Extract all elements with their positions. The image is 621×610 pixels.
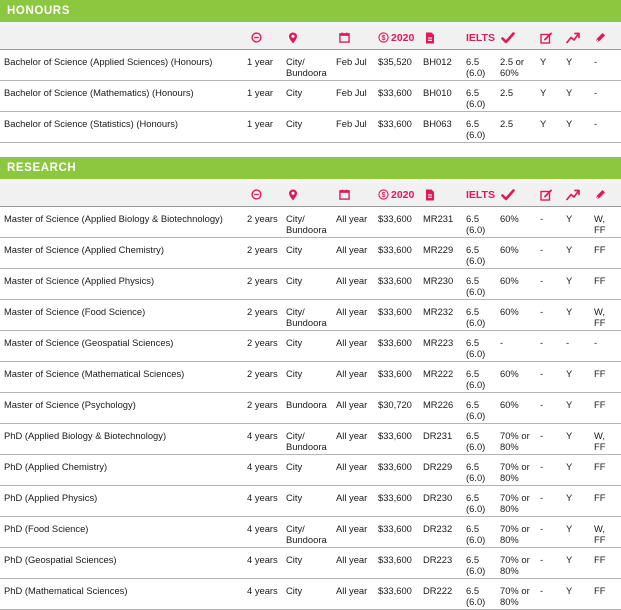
col-a-value: - [540, 275, 544, 286]
col-a-value: - [540, 213, 544, 224]
fee: $33,600 [378, 306, 412, 317]
academic-requirement: 2.5 [500, 87, 514, 98]
academic-requirement: 60% [500, 368, 519, 379]
ielts-score: 6.5 (6.0) [466, 87, 486, 109]
col-b-value: Y [566, 56, 573, 67]
academic-requirement: 60% [500, 306, 519, 317]
fee: $33,600 [378, 368, 412, 379]
fee: $33,600 [378, 87, 412, 98]
ielts-score: 6.5 (6.0) [466, 244, 486, 266]
ielts-score: 6.5 (6.0) [466, 118, 486, 140]
col-c-value: FF [594, 585, 606, 596]
table-row [0, 455, 621, 486]
col-b-value: Y [566, 430, 573, 441]
duration: 4 years [247, 461, 278, 472]
table-row [0, 300, 621, 331]
academic-requirement: 60% [500, 399, 519, 410]
col-a-value: - [540, 492, 544, 503]
course-name: Bachelor of Science (Statistics) (Honours) [4, 118, 179, 129]
fee-header [378, 183, 414, 206]
fee: $33,600 [378, 275, 412, 286]
academic-requirement: 70% or 80% [500, 492, 530, 514]
intake: All year [336, 244, 368, 255]
table-row [0, 331, 621, 362]
trend-arrow-icon [566, 183, 580, 206]
ielts-label: IELTS [466, 31, 495, 44]
col-b-value: Y [566, 368, 573, 379]
dollar-circle-icon [378, 32, 389, 43]
svg-text:$: $ [381, 191, 386, 199]
pen-nib-icon [594, 26, 606, 49]
academic-requirement: 60% [500, 244, 519, 255]
col-c-value: FF [594, 244, 606, 255]
col-c-value: FF [594, 399, 606, 410]
col-b-value: Y [566, 306, 573, 317]
course-name: Master of Science (Geospatial Sciences) [4, 337, 174, 348]
fee: $33,600 [378, 337, 412, 348]
duration: 2 years [247, 275, 278, 286]
col-b-value: Y [566, 87, 573, 98]
fee: $30,720 [378, 399, 412, 410]
col-c-value: - [594, 337, 598, 348]
ielts-score: 6.5 (6.0) [466, 585, 486, 607]
col-c-value: W, FF [594, 523, 606, 545]
location: City [286, 87, 303, 98]
academic-requirement: - [500, 337, 504, 348]
col-b-value: Y [566, 118, 573, 129]
clock-icon [251, 26, 262, 49]
course-code: BH010 [423, 87, 452, 98]
academic-requirement: 60% [500, 275, 519, 286]
col-c-value: FF [594, 554, 606, 565]
edit-icon [540, 26, 552, 49]
intake: All year [336, 368, 368, 379]
course-code: BH012 [423, 56, 452, 67]
ielts-score: 6.5 (6.0) [466, 306, 486, 328]
location: City [286, 585, 303, 596]
col-b-value: Y [566, 461, 573, 472]
fee: $33,600 [378, 492, 412, 503]
honours-rows [0, 50, 621, 143]
academic-requirement: 70% or 80% [500, 430, 530, 452]
intake: All year [336, 213, 368, 224]
course-name: Master of Science (Applied Chemistry) [4, 244, 164, 255]
table-row [0, 579, 621, 610]
course-name: Master of Science (Mathematical Sciences) [4, 368, 185, 379]
column-icon-row [0, 183, 621, 207]
intake: Feb Jul [336, 56, 367, 67]
intake: All year [336, 554, 368, 565]
course-name: PhD (Food Science) [4, 523, 89, 534]
fee: $33,600 [378, 523, 412, 534]
col-b-value: Y [566, 523, 573, 534]
course-code: DR223 [423, 554, 453, 565]
location: City [286, 368, 303, 379]
intake: Feb Jul [336, 118, 367, 129]
col-a-value: - [540, 368, 544, 379]
svg-text:$: $ [381, 34, 386, 42]
col-a-value: Y [540, 56, 547, 67]
duration: 4 years [247, 554, 278, 565]
location: City/ Bundoora [286, 523, 327, 545]
intake: All year [336, 523, 368, 534]
duration: 4 years [247, 430, 278, 441]
duration: 4 years [247, 585, 278, 596]
section-header: RESEARCH [0, 157, 621, 179]
col-c-value: - [594, 118, 598, 129]
table-row [0, 112, 621, 143]
col-c-value: FF [594, 461, 606, 472]
location: City [286, 275, 303, 286]
table-row [0, 238, 621, 269]
course-name: Bachelor of Science (Mathematics) (Honours) [4, 87, 194, 98]
checkmark-icon [501, 26, 515, 49]
table-row [0, 486, 621, 517]
fee: $33,600 [378, 554, 412, 565]
course-code: BH063 [423, 118, 452, 129]
edit-icon [540, 183, 552, 206]
location: City [286, 461, 303, 472]
course-name: PhD (Geospatial Sciences) [4, 554, 117, 565]
intake: All year [336, 492, 368, 503]
ielts-score: 6.5 (6.0) [466, 523, 486, 545]
intake: All year [336, 399, 368, 410]
duration: 2 years [247, 368, 278, 379]
academic-requirement: 60% [500, 213, 519, 224]
academic-requirement: 70% or 80% [500, 554, 530, 576]
course-code: DR230 [423, 492, 453, 503]
academic-requirement: 70% or 80% [500, 461, 530, 483]
checkmark-icon [501, 183, 515, 206]
course-name: Master of Science (Applied Physics) [4, 275, 155, 286]
duration: 2 years [247, 213, 278, 224]
duration: 4 years [247, 523, 278, 534]
academic-requirement: 70% or 80% [500, 523, 530, 545]
duration: 2 years [247, 244, 278, 255]
col-a-value: - [540, 554, 544, 565]
ielts-score: 6.5 (6.0) [466, 399, 486, 421]
course-name: PhD (Applied Chemistry) [4, 461, 108, 472]
location: City/ Bundoora [286, 430, 327, 452]
ielts-score: 6.5 (6.0) [466, 461, 486, 483]
dollar-circle-icon [378, 189, 389, 200]
location: Bundoora [286, 399, 327, 410]
ielts-score: 6.5 (6.0) [466, 554, 486, 576]
fee: $33,600 [378, 430, 412, 441]
course-name: PhD (Applied Biology & Biotechnology) [4, 430, 167, 441]
location: City [286, 554, 303, 565]
duration: 4 years [247, 492, 278, 503]
duration: 2 years [247, 306, 278, 317]
col-a-value: - [540, 585, 544, 596]
intake: Feb Jul [336, 87, 367, 98]
ielts-score: 6.5 (6.0) [466, 337, 486, 359]
col-c-value: W, FF [594, 213, 606, 235]
col-b-value: Y [566, 399, 573, 410]
col-b-value: Y [566, 213, 573, 224]
fee-header [378, 26, 414, 49]
location: City/ Bundoora [286, 306, 327, 328]
fee: $35,520 [378, 56, 412, 67]
ielts-score: 6.5 (6.0) [466, 275, 486, 297]
honours-section [0, 0, 621, 143]
fee: $33,600 [378, 585, 412, 596]
course-code: MR223 [423, 337, 454, 348]
course-name: Master of Science (Psychology) [4, 399, 136, 410]
calendar-icon [339, 26, 350, 49]
col-c-value: - [594, 56, 598, 67]
intake: All year [336, 306, 368, 317]
map-pin-icon [288, 183, 298, 206]
col-a-value: - [540, 461, 544, 472]
course-name: PhD (Applied Physics) [4, 492, 98, 503]
col-b-value: Y [566, 554, 573, 565]
col-c-value: FF [594, 492, 606, 503]
col-c-value: W, FF [594, 306, 606, 328]
fee: $33,600 [378, 244, 412, 255]
location: City [286, 244, 303, 255]
col-a-value: Y [540, 118, 547, 129]
col-a-value: - [540, 523, 544, 534]
course-code: MR229 [423, 244, 454, 255]
course-name: Master of Science (Food Science) [4, 306, 146, 317]
duration: 1 year [247, 87, 274, 98]
academic-requirement: 70% or 80% [500, 585, 530, 607]
col-c-value: FF [594, 368, 606, 379]
ielts-score: 6.5 (6.0) [466, 368, 486, 390]
fee-year-label: 2020 [391, 31, 415, 44]
duration: 1 year [247, 118, 274, 129]
duration: 2 years [247, 337, 278, 348]
table-row [0, 81, 621, 112]
col-a-value: - [540, 399, 544, 410]
academic-requirement: 2.5 [500, 118, 514, 129]
col-a-value: Y [540, 87, 547, 98]
calendar-icon [339, 183, 350, 206]
column-icon-row [0, 26, 621, 50]
fee: $33,600 [378, 118, 412, 129]
fee-year-label: 2020 [391, 188, 415, 201]
location: City/ Bundoora [286, 213, 327, 235]
intake: All year [336, 275, 368, 286]
location: City/ Bundoora [286, 56, 327, 78]
ielts-label: IELTS [466, 188, 495, 201]
intake: All year [336, 461, 368, 472]
col-a-value: - [540, 337, 544, 348]
course-code: MR226 [423, 399, 454, 410]
fee: $33,600 [378, 461, 412, 472]
course-code: DR231 [423, 430, 453, 441]
course-code: DR232 [423, 523, 453, 534]
ielts-score: 6.5 (6.0) [466, 430, 486, 452]
research-rows [0, 207, 621, 610]
table-row [0, 207, 621, 238]
table-row [0, 548, 621, 579]
table-row [0, 424, 621, 455]
intake: All year [336, 337, 368, 348]
course-name: Bachelor of Science (Applied Sciences) (Honours) [4, 56, 213, 67]
col-a-value: - [540, 244, 544, 255]
col-c-value: - [594, 87, 598, 98]
trend-arrow-icon [566, 26, 580, 49]
ielts-score: 6.5 (6.0) [466, 213, 486, 235]
research-section [0, 157, 621, 610]
ielts-score: 6.5 (6.0) [466, 492, 486, 514]
pen-nib-icon [594, 183, 606, 206]
duration: 1 year [247, 56, 274, 67]
course-name: Master of Science (Applied Biology & Biotechnology) [4, 213, 223, 224]
col-b-value: Y [566, 244, 573, 255]
clock-icon [251, 183, 262, 206]
table-row [0, 50, 621, 81]
fee: $33,600 [378, 213, 412, 224]
col-b-value: Y [566, 275, 573, 286]
location: City [286, 118, 303, 129]
course-code: MR232 [423, 306, 454, 317]
intake: All year [336, 430, 368, 441]
table-row [0, 269, 621, 300]
intake: All year [336, 585, 368, 596]
course-name: PhD (Mathematical Sciences) [4, 585, 128, 596]
col-a-value: - [540, 430, 544, 441]
document-icon [425, 183, 435, 206]
col-a-value: - [540, 306, 544, 317]
course-code: MR230 [423, 275, 454, 286]
table-row [0, 362, 621, 393]
course-code: MR222 [423, 368, 454, 379]
table-row [0, 393, 621, 424]
col-c-value: W, FF [594, 430, 606, 452]
location: City [286, 337, 303, 348]
col-b-value: Y [566, 585, 573, 596]
col-b-value: Y [566, 492, 573, 503]
map-pin-icon [288, 26, 298, 49]
location: City [286, 492, 303, 503]
col-b-value: - [566, 337, 570, 348]
course-code: DR229 [423, 461, 453, 472]
ielts-score: 6.5 (6.0) [466, 56, 486, 78]
course-code: DR222 [423, 585, 453, 596]
academic-requirement: 2.5 or 60% [500, 56, 524, 78]
document-icon [425, 26, 435, 49]
col-c-value: FF [594, 275, 606, 286]
section-header: HONOURS [0, 0, 621, 22]
course-code: MR231 [423, 213, 454, 224]
table-row [0, 517, 621, 548]
duration: 2 years [247, 399, 278, 410]
